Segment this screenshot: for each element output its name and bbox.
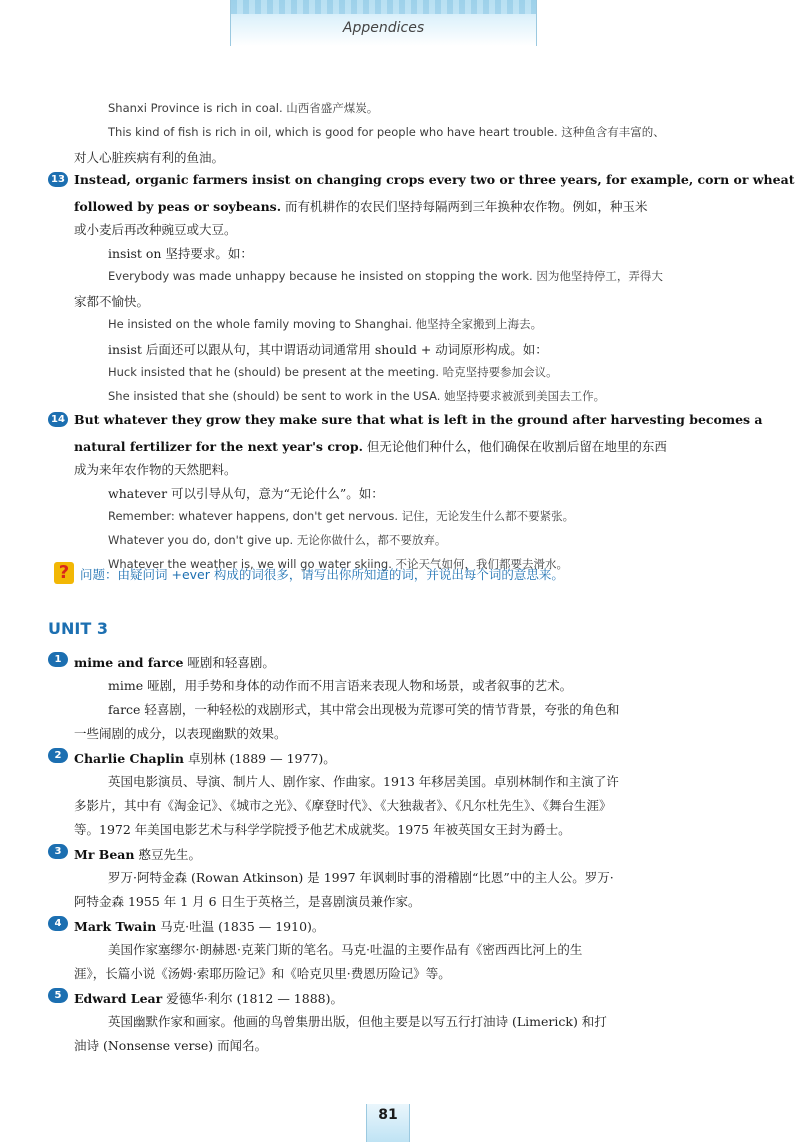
page-number: 81 [378, 1107, 398, 1123]
example-line: This kind of fish is rich in oil, which is good for people who have heart trouble. 这种鱼含有丰富的、 [108, 125, 665, 139]
note-body-line: 英国电影演员、导演、制片人、剧作家、作曲家。1913 年移居美国。卓别林制作和主演了许 [108, 774, 619, 789]
note-heading-text: natural fertilizer for the next year's crop. [74, 439, 363, 454]
header-decoration [231, 0, 536, 14]
note-translation: 马克·吐温 (1835 — 1910)。 [156, 919, 325, 934]
question-mark-icon: ? [54, 562, 74, 584]
note-heading [74, 748, 336, 767]
note-body-line: 等。1972 年美国电影艺术与科学学院授予他艺术成就奖。1975 年被英国女王封为爵士。 [74, 822, 571, 837]
example-line: Everybody was made unhappy because he insisted on stopping the work. 因为他坚持停工，弄得大 [108, 269, 663, 283]
note-translation: 卓别林 (1889 — 1977)。 [184, 751, 336, 766]
note-number-badge: 2 [48, 748, 68, 763]
example-line: She insisted that she (should) be sent to work in the USA. 她坚持要求被派到美国去工作。 [108, 389, 606, 403]
note-translation: 而有机耕作的农民们坚持每隔两到三年换种农作物。例如，种玉米 [281, 199, 648, 214]
note-number-badge: 1 [48, 652, 68, 667]
note-heading [74, 652, 275, 671]
example-line: 家都不愉快。 [74, 294, 150, 309]
unit-title: UNIT 3 [48, 619, 108, 638]
example-line: Whatever you do, don't give up. 无论你做什么，都不要放弃。 [108, 533, 447, 547]
usage-note: insist on 坚持要求。如： [108, 246, 253, 261]
note-number-badge: 4 [48, 916, 68, 931]
example-line: He insisted on the whole family moving to Shanghai. 他坚持全家搬到上海去。 [108, 317, 543, 331]
note-body-line: 涯》，长篇小说《汤姆·索耶历险记》和《哈克贝里·费恩历险记》等。 [74, 966, 451, 981]
page-header-title: Appendices [342, 20, 425, 36]
note-heading: Instead, organic farmers insist on changing crops every two or three years, for example, corn or wheat [74, 172, 795, 187]
note-heading-text: Edward Lear [74, 991, 163, 1006]
note-body-line: 多影片，其中有《淘金记》、《城市之光》、《摩登时代》、《大独裁者》、《凡尔杜先生》、《舞台生涯》 [74, 798, 612, 813]
note-body-line: mime 哑剧，用手势和身体的动作而不用言语来表现人物和场景，或者叙事的艺术。 [108, 678, 573, 693]
note-heading-text: mime and farce [74, 655, 184, 670]
note-translation: 但无论他们种什么，他们确保在收割后留在地里的东西 [362, 439, 667, 454]
note-heading-text: Mark Twain [74, 919, 157, 934]
example-line: Remember: whatever happens, don't get nervous. 记住，无论发生什么都不要紧张。 [108, 509, 575, 523]
note-number-badge: 5 [48, 988, 68, 1003]
note-number-badge: 13 [48, 172, 68, 187]
usage-note: whatever 可以引导从句，意为“无论什么”。如： [108, 486, 384, 501]
example-line: Huck insisted that he (should) be present at the meeting. 哈克坚持要参加会议。 [108, 365, 558, 379]
note-translation: 爱德华·利尔 (1812 — 1888)。 [162, 991, 343, 1006]
note-translation: 哑剧和轻喜剧。 [183, 655, 275, 670]
note-number-badge: 14 [48, 412, 68, 427]
note-body-line: 罗万·阿特金森 (Rowan Atkinson) 是 1997 年讽刺时事的滑稽剧“比恩”中的主人公。罗万· [108, 870, 614, 885]
note-translation: 或小麦后再改种豌豆或大豆。 [74, 222, 237, 237]
note-heading-text: Mr Bean [74, 847, 135, 862]
note-body-line: 一些闹剧的成分，以表现幽默的效果。 [74, 726, 287, 741]
note-body-line: farce 轻喜剧，一种轻松的戏剧形式，其中常会出现极为荒谬可笑的情节背景，夸张的角色和 [108, 702, 620, 717]
example-line: Shanxi Province is rich in coal. 山西省盛产煤炭。 [108, 101, 379, 115]
note-number-badge: 3 [48, 844, 68, 859]
page-number-tab [366, 1104, 410, 1142]
example-line: 对人心脏疾病有利的鱼油。 [74, 150, 225, 165]
note-body-line: 阿特金森 1955 年 1 月 6 日生于英格兰，是喜剧演员兼作家。 [74, 894, 421, 909]
example-line: Whatever the weather is, we will go water skiing. 不论天气如何，我们都要去滑水。 [108, 557, 568, 571]
note-heading [74, 844, 201, 863]
usage-note: insist 后面还可以跟从句，其中谓语动词通常用 should + 动词原形构成。如： [108, 342, 548, 357]
header-bar [230, 0, 537, 46]
note-heading-cont [74, 436, 667, 455]
note-body-line: 油诗 (Nonsense verse) 而闻名。 [74, 1038, 268, 1053]
note-body-line: 英国幽默作家和画家。他画的鸟曾集册出版，但他主要是以写五行打油诗 (Limerick) 和打 [108, 1014, 607, 1029]
note-heading [74, 916, 324, 935]
note-heading-cont [74, 196, 648, 215]
note-heading-text: followed by peas or soybeans. [74, 199, 282, 214]
note-translation: 成为来年农作物的天然肥料。 [74, 462, 237, 477]
question-prompt: 问题：由疑问词 +ever 构成的词很多，请写出你所知道的词，并说出每个词的意思来。 [80, 567, 564, 582]
note-body-line: 美国作家塞缪尔·朗赫恩·克莱门斯的笔名。马克·吐温的主要作品有《密西西比河上的生 [108, 942, 583, 957]
note-heading-text: Charlie Chaplin [74, 751, 184, 766]
note-heading: But whatever they grow they make sure that what is left in the ground after harvesting becomes a [74, 412, 763, 427]
note-heading [74, 988, 343, 1007]
note-translation: 憨豆先生。 [134, 847, 201, 862]
